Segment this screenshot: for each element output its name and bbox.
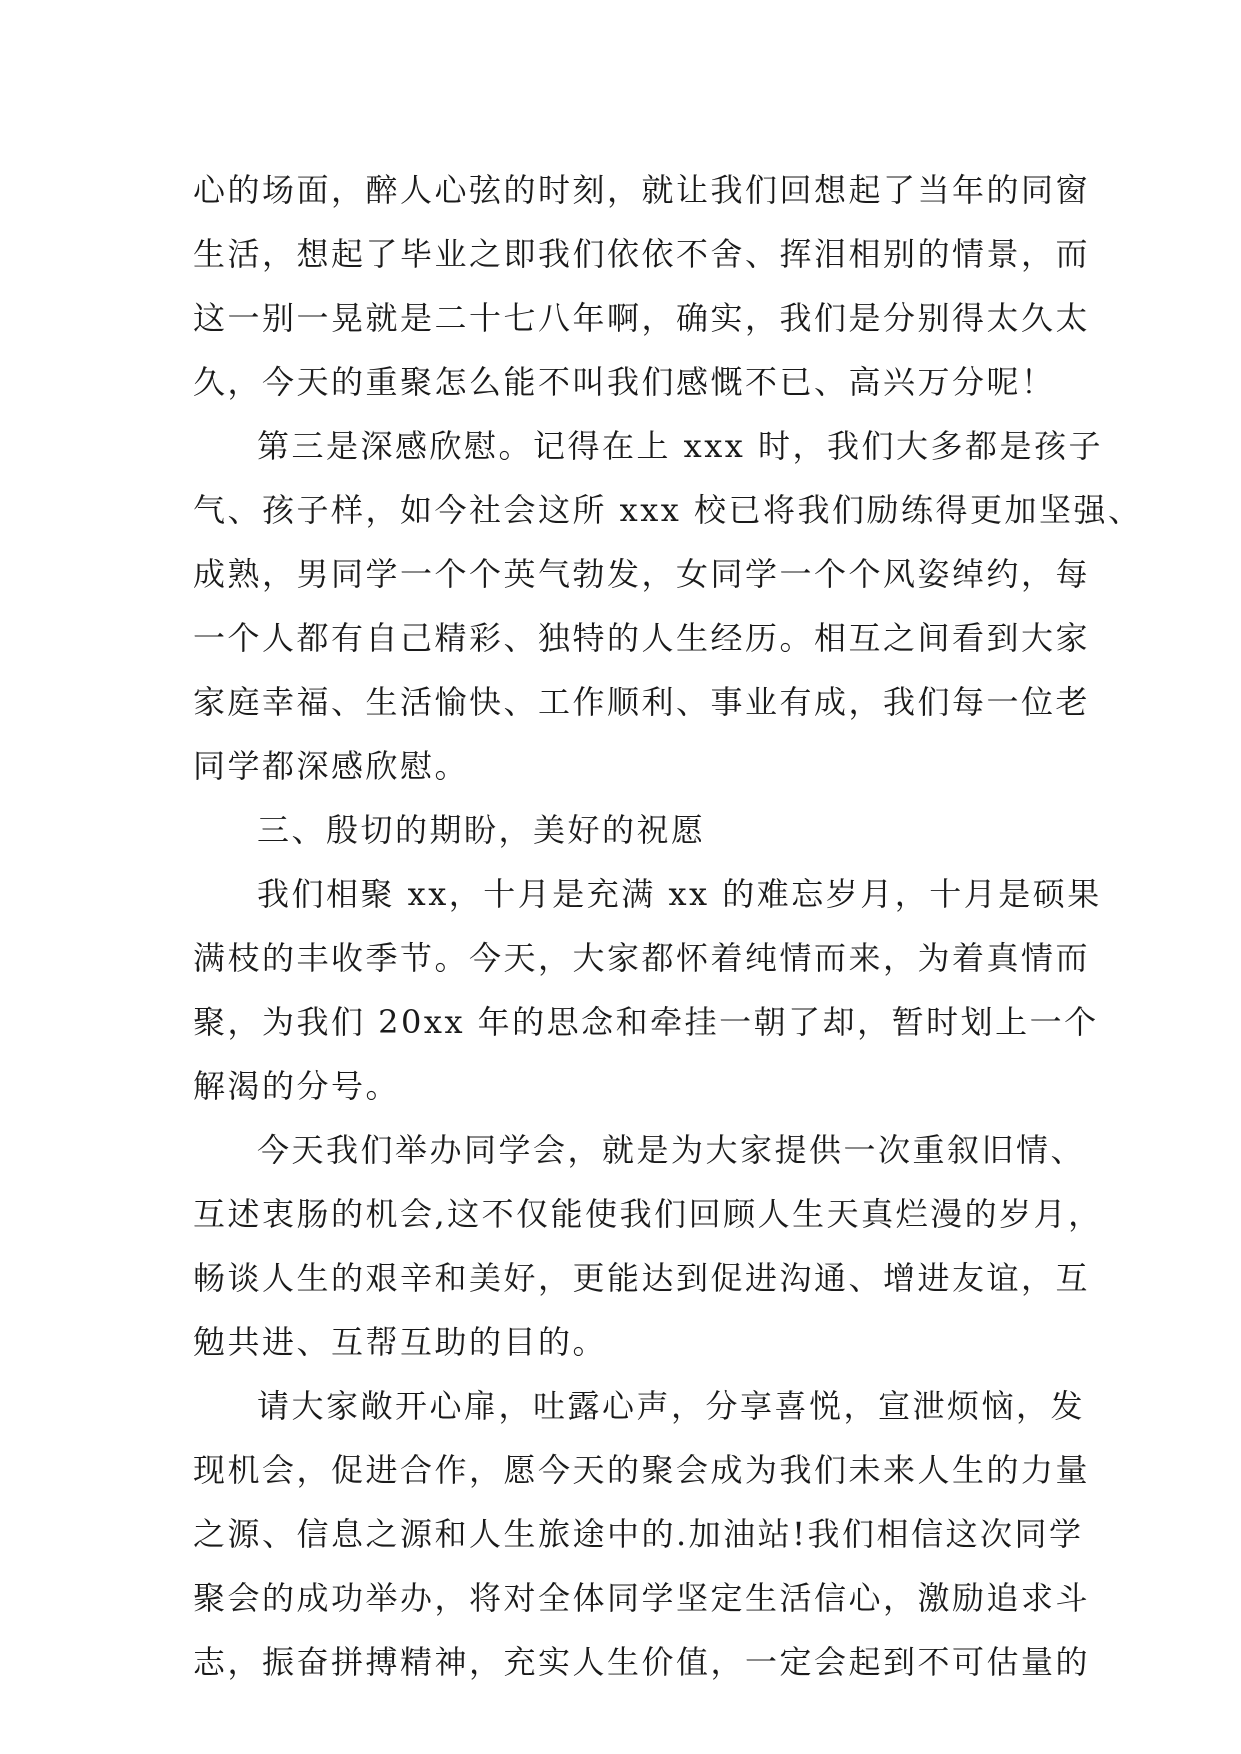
text-line: 解渴的分号。	[193, 1067, 401, 1105]
text-line: 聚，为我们 20xx 年的思念和牵挂一朝了却，暂时划上一个	[193, 1003, 1099, 1041]
text-line: 家庭幸福、生活愉快、工作顺利、事业有成，我们每一位老	[193, 683, 1091, 721]
text-line: 畅谈人生的艰辛和美好，更能达到促进沟通、增进友谊，互	[193, 1259, 1091, 1297]
text-line: 之源、信息之源和人生旅途中的.加油站!我们相信这次同学	[193, 1515, 1084, 1553]
section-heading: 三、殷切的期盼，美好的祝愿	[257, 811, 706, 849]
paragraph-first-line: 我们相聚 xx，十月是充满 xx 的难忘岁月，十月是硕果	[257, 875, 1102, 913]
text-line: 聚会的成功举办，将对全体同学坚定生活信心，激励追求斗	[193, 1579, 1091, 1617]
text-line: 同学都深感欣慰。	[193, 747, 470, 785]
text-line: 这一别一晃就是二十七八年啊，确实，我们是分别得太久太	[193, 299, 1091, 337]
text-line: 成熟，男同学一个个英气勃发，女同学一个个风姿绰约，每	[193, 555, 1091, 593]
text-line: 一个人都有自己精彩、独特的人生经历。相互之间看到大家	[193, 619, 1091, 657]
document-body	[193, 158, 1143, 1694]
text-line: 勉共进、互帮互助的目的。	[193, 1323, 608, 1361]
paragraph-first-line: 第三是深感欣慰。记得在上 xxx 时，我们大多都是孩子	[257, 427, 1103, 465]
paragraph-first-line: 今天我们举办同学会，就是为大家提供一次重叙旧情、	[257, 1131, 1086, 1169]
text-line: 生活，想起了毕业之即我们依依不舍、挥泪相别的情景，而	[193, 235, 1091, 273]
text-line: 互述衷肠的机会,这不仅能使我们回顾人生天真烂漫的岁月，	[193, 1195, 1103, 1233]
text-line: 久，今天的重聚怎么能不叫我们感慨不已、高兴万分呢！	[193, 363, 1056, 401]
text-line: 现机会，促进合作，愿今天的聚会成为我们未来人生的力量	[193, 1451, 1091, 1489]
text-line: 心的场面，醉人心弦的时刻，就让我们回想起了当年的同窗	[193, 171, 1091, 209]
text-line: 满枝的丰收季节。今天，大家都怀着纯情而来，为着真情而	[193, 939, 1091, 977]
text-line: 气、孩子样，如今社会这所 xxx 校已将我们励练得更加坚强、	[193, 491, 1143, 529]
text-line: 志，振奋拼搏精神，充实人生价值，一定会起到不可估量的	[193, 1643, 1091, 1681]
paragraph-first-line: 请大家敞开心扉，吐露心声，分享喜悦，宣泄烦恼，发	[257, 1387, 1086, 1425]
